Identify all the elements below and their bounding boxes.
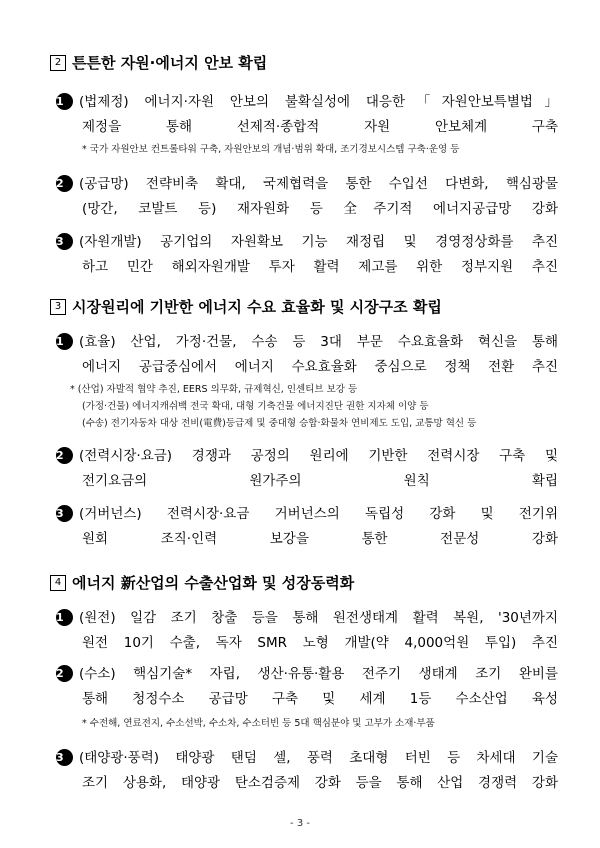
item-line: (자원개발) 공기업의 자원확보 기능 재정립 및 경영정상화를 추진	[79, 234, 558, 250]
circled-number-marker: 2	[56, 447, 73, 464]
section-heading	[50, 296, 442, 317]
item-line: 원회 조직·인력 보강을 통한 전문성 강화	[82, 531, 558, 547]
item-line: 통해 청정수소 공급망 구축 및 세계 1등 수소산업 육성	[82, 691, 558, 707]
circled-number-marker: 3	[56, 233, 73, 250]
footnote: * 국가 자원안보 컨트롤타워 구축, 자원안보의 개념·범위 확대, 조기경보시스템 구축·운영 등	[82, 144, 460, 155]
footnote: * (산업) 자발적 협약 추진, EERS 의무화, 규제혁신, 인센티브 보강 등	[70, 384, 358, 395]
item-line: 에너지 공급중심에서 에너지 수요효율화 중심으로 정책 전환 추진	[82, 359, 558, 375]
circled-number-marker: 1	[56, 333, 73, 350]
circled-number-marker: 2	[56, 175, 73, 192]
item-line: 하고 민간 해외자원개발 투자 활력 제고를 위한 정부지원 추진	[82, 259, 558, 275]
circled-number-marker: 3	[56, 505, 73, 522]
circled-number-marker: 1	[56, 93, 73, 110]
section-title: 튼튼한 자원·에너지 안보 확립	[72, 54, 268, 72]
item-line: (태양광·풍력) 태양광 탠덤 셀, 풍력 초대형 터빈 등 차세대 기술	[79, 750, 558, 766]
list-item	[56, 662, 558, 712]
item-line: 전기요금의 원가주의 원칙 확립	[82, 473, 558, 489]
circled-number-marker: 3	[56, 749, 73, 766]
list-item	[56, 330, 558, 380]
item-line: (망간, 코발트 등) 재자원화 등 全주기적 에너지공급망 강화	[82, 201, 558, 217]
item-line: 제정을 통해 선제적·종합적 자원 안보체계 구축	[82, 119, 558, 135]
item-line: (수소) 핵심기술* 자립, 생산·유통·활용 전주기 생태계 조기 완비를	[79, 666, 558, 682]
footnote: (가정·건물) 에너지캐쉬백 전국 확대, 대형 기축건물 에너지진단 권한 지자체 이양 등	[82, 401, 429, 412]
list-item	[56, 90, 558, 140]
footnote: (수송) 전기자동차 대상 전비(電費)등급제 및 중대형 승합·화물차 연비제도 도입, 교통망 혁신 등	[82, 418, 477, 429]
list-item	[56, 606, 558, 656]
item-line: (효율) 산업, 가정·건물, 수송 등 3대 부문 수요효율화 혁신을 통해	[79, 334, 558, 350]
list-item	[56, 746, 558, 796]
section-heading	[50, 52, 267, 73]
circled-number-marker: 2	[56, 665, 73, 682]
list-item	[56, 172, 558, 222]
section-title: 시장원리에 기반한 에너지 수요 효율화 및 시장구조 확립	[72, 298, 442, 316]
item-line: (거버넌스) 전력시장·요금 거버넌스의 독립성 강화 및 전기위	[79, 506, 558, 522]
section-number-box: 4	[50, 575, 66, 591]
circled-number-marker: 1	[56, 609, 73, 626]
section-number-box: 3	[50, 299, 66, 315]
footnote: * 수전해, 연료전지, 수소선박, 수소차, 수소터빈 등 5대 핵심분야 및 고부가 소재·부품	[82, 718, 435, 729]
section-number-box: 2	[50, 55, 66, 71]
item-line: 조기 상용화, 태양광 탄소검증제 강화 등을 통해 산업 경쟁력 강화	[82, 775, 558, 791]
item-line: 원전 10기 수출, 독자 SMR 노형 개발(약 4,000억원 투입) 추진	[82, 635, 558, 651]
list-item	[56, 230, 558, 280]
item-line: (공급망) 전략비축 확대, 국제협력을 통한 수입선 다변화, 핵심광물	[79, 176, 558, 192]
item-line: (전력시장·요금) 경쟁과 공정의 원리에 기반한 전력시장 구축 및	[79, 448, 558, 464]
item-line: (법제정) 에너지·자원 안보의 불확실성에 대응한「자원안보특별법」	[79, 94, 558, 110]
list-item	[56, 444, 558, 494]
section-heading	[50, 572, 354, 593]
item-line: (원전) 일감 조기 창출 등을 통해 원전생태계 활력 복원, '30년까지	[79, 610, 558, 626]
section-title: 에너지 新산업의 수출산업화 및 성장동력화	[72, 574, 355, 592]
page-number: - 3 -	[290, 818, 310, 829]
list-item	[56, 502, 558, 552]
